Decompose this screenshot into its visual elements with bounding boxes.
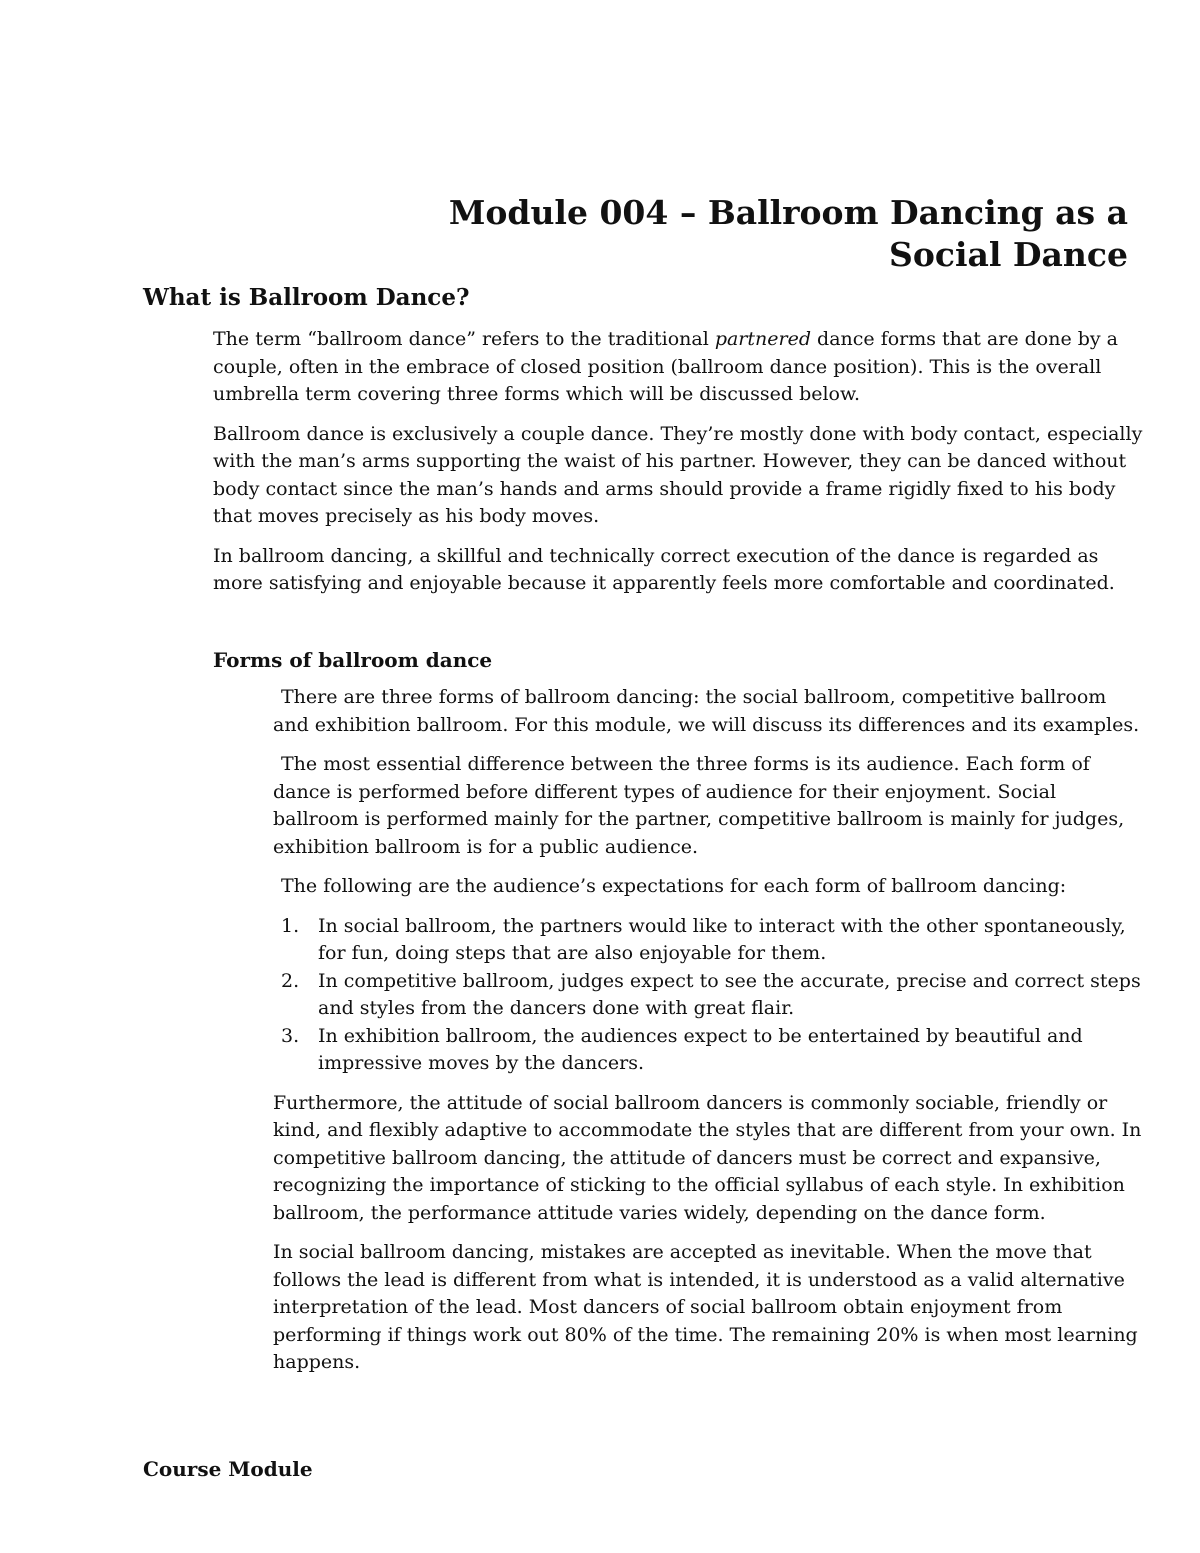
forms-paragraph-3: The following are the audience’s expectations for each form of ballroom dancing: [281, 875, 1067, 897]
list-item [273, 913, 1143, 968]
subheading-forms: Forms of ballroom dance [213, 648, 493, 672]
intro-paragraph-2: Ballroom dance is exclusively a couple dance. They’re mostly done with body contact, especially with the man’s arms supporting the waist of his partner. However, they can be danced without body contact since the man’s hands and arms should provide a frame rigidly fixed to his body that moves precisely as his body moves. [213, 422, 1143, 527]
list-item-number: 2. [281, 969, 300, 992]
list-item-number: 3. [281, 1024, 300, 1047]
list-item [273, 1023, 1143, 1078]
list-item-text: In social ballroom, the partners would like to interact with the other spontaneously, for fun, doing steps that are also enjoyable for them. [318, 914, 1126, 964]
intro-section [213, 326, 1143, 610]
intro-p1-text-before: The term “ballroom dance” refers to the traditional [213, 328, 715, 350]
footer-label: Course Module [143, 1457, 313, 1481]
page-title: Module 004 – Ballroom Dancing as a Social Dance [448, 193, 1128, 275]
forms-paragraph-4: Furthermore, the attitude of social ballroom dancers is commonly sociable, friendly or kind, and flexibly adaptive to accommodate the styles that are different from your own. In competitive ballroom dancing, the attitude of dancers must be correct and expansive, recognizing the importance of sticking to the official syllabus of each style. In exhibition ballroom, the performance attitude varies widely, depending on the dance form. [273, 1091, 1142, 1224]
forms-paragraph-5: In social ballroom dancing, mistakes are accepted as inevitable. When the move that follows the lead is different from what is intended, it is understood as a valid alternative interpretation of the lead. Most dancers of social ballroom obtain enjoyment from performing if things work out 80% of the time. The remaining 20% is when most learning happens. [273, 1241, 1138, 1373]
list-item-text: In competitive ballroom, judges expect to see the accurate, precise and correct steps and styles from the dancers done with great flair. [318, 969, 1141, 1019]
list-item-text: In exhibition ballroom, the audiences expect to be entertained by beautiful and impressive moves by the dancers. [318, 1024, 1083, 1074]
intro-p1-emphasis: partnered [714, 328, 811, 350]
forms-paragraph-2: The most essential difference between the three forms is its audience. Each form of dance is performed before different types of audience for their enjoyment. Social ballroom is performed mainly for the partner, competitive ballroom is mainly for judges, exhibition ballroom is for a public audience. [273, 753, 1125, 858]
forms-paragraph-1: There are three forms of ballroom dancing: the social ballroom, competitive ballroom and exhibition ballroom. For this module, we will discuss its differences and its examples. [273, 686, 1140, 736]
list-item [273, 968, 1143, 1023]
intro-paragraph-1 [213, 326, 1143, 409]
forms-section [273, 684, 1143, 1389]
section-heading: What is Ballroom Dance? [143, 284, 470, 311]
expectations-list [273, 913, 1143, 1078]
intro-paragraph-3: In ballroom dancing, a skillful and technically correct execution of the dance is regarded as more satisfying and enjoyable because it apparently feels more comfortable and coordinated. [213, 544, 1115, 594]
intro-p1-text-after: dance forms that are done by a couple, often in the embrace of closed position (ballroom dance position). This is the overall umbrella term covering three forms which will be discussed below. [213, 328, 1119, 405]
list-item-number: 1. [281, 914, 300, 937]
